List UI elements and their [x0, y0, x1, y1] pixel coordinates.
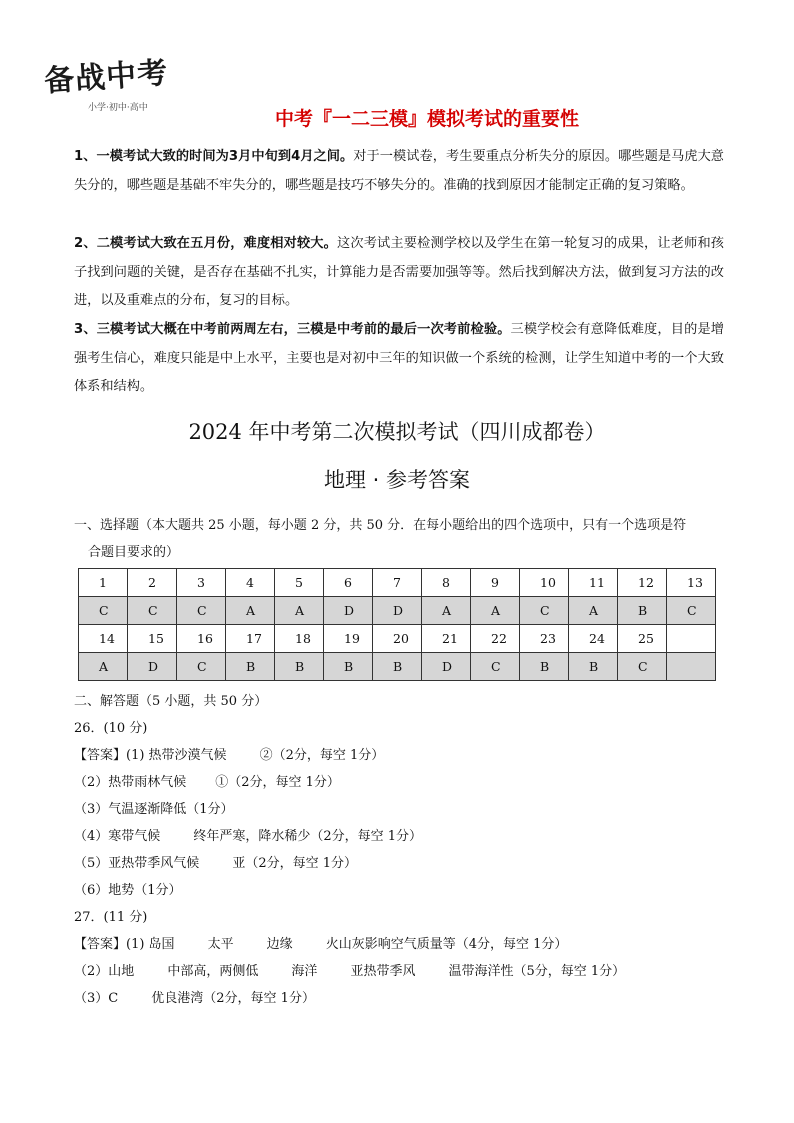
promo-title: 中考『一二三模』模拟考试的重要性	[274, 108, 579, 130]
table-cell: D	[422, 653, 471, 681]
exam-title: 2024 年中考第二次模拟考试（四川成都卷）	[188, 420, 606, 444]
table-cell: 17	[226, 625, 275, 653]
table-cell: 16	[177, 625, 226, 653]
table-cell: B	[324, 653, 373, 681]
table-cell: A	[275, 597, 324, 625]
promo-item-3-text: 三模学校会有意降低难度，目的是增强考生信心，难度只能是中上水平，主要也是对初中三年的知识做一个系统的检测，让学生知道中考的一个大致体系和结构。	[74, 322, 724, 394]
promo-item-2-bold: 2、二模考试大致在五月份，难度相对较大。	[74, 236, 337, 251]
table-row-numbers-1	[79, 569, 716, 597]
promo-item-1-bold: 1、一模考试大致的时间为3月中旬到4月之间。	[74, 149, 354, 164]
table-cell: B	[226, 653, 275, 681]
table-cell: C	[177, 653, 226, 681]
answer-line: 26．(10 分)	[74, 721, 148, 736]
table-cell: 13	[667, 569, 716, 597]
table-cell: 3	[177, 569, 226, 597]
table-cell: B	[569, 653, 618, 681]
promo-item-1-text: 对于一模试卷，考生要重点分析失分的原因。哪些题是马虎大意失分的，哪些题是基础不牢失分的，哪些题是技巧不够失分的。准确的找到原因才能制定正确的复习策略。	[74, 149, 724, 193]
section-1-heading-line-1: 一、选择题（本大题共 25 小题，每小题 2 分，共 50 分．在每小题给出的四个选项中，只有一个选项是符	[74, 518, 687, 533]
table-cell: C	[667, 597, 716, 625]
table-cell: 8	[422, 569, 471, 597]
table-cell: C	[79, 597, 128, 625]
logo-text: 备战中考	[43, 55, 170, 100]
section-1-heading-line-2: 合题目要求的）	[88, 545, 180, 560]
exam-subtitle: 地理 · 参考答案	[323, 468, 471, 492]
table-cell: B	[618, 597, 667, 625]
table-cell: 9	[471, 569, 520, 597]
answer-line: （2）热带雨林气候 ①（2分，每空 1分）	[74, 775, 340, 790]
table-cell: C	[618, 653, 667, 681]
table-cell: 6	[324, 569, 373, 597]
table-cell: 5	[275, 569, 324, 597]
answer-line: （3）C 优良港湾（2分，每空 1分）	[74, 991, 315, 1006]
answer-line: 【答案】(1) 热带沙漠气候 ②（2分，每空 1分）	[74, 748, 385, 763]
answer-line: （4）寒带气候 终年严寒，降水稀少（2分，每空 1分）	[74, 829, 423, 844]
promo-item-3-bold: 3、三模考试大概在中考前两周左右，三模是中考前的最后一次考前检验。	[74, 322, 511, 337]
table-cell: 12	[618, 569, 667, 597]
table-cell: D	[373, 597, 422, 625]
section-1-heading	[74, 512, 726, 566]
table-cell: D	[324, 597, 373, 625]
table-cell: B	[373, 653, 422, 681]
table-cell: 2	[128, 569, 177, 597]
table-cell: 11	[569, 569, 618, 597]
table-row-numbers-2	[79, 625, 716, 653]
table-cell: C	[520, 597, 569, 625]
table-cell: B	[275, 653, 324, 681]
table-cell: 25	[618, 625, 667, 653]
table-cell: 14	[79, 625, 128, 653]
table-cell: 21	[422, 625, 471, 653]
table-cell: 4	[226, 569, 275, 597]
table-cell: A	[422, 597, 471, 625]
table-row-answers-1	[79, 597, 716, 625]
table-cell: 22	[471, 625, 520, 653]
table-cell: 19	[324, 625, 373, 653]
table-row-answers-2	[79, 653, 716, 681]
table-cell: B	[520, 653, 569, 681]
answer-line: 27．(11 分)	[74, 910, 148, 925]
table-cell: A	[569, 597, 618, 625]
promo-item-1	[74, 143, 724, 200]
table-cell: A	[79, 653, 128, 681]
table-cell: C	[471, 653, 520, 681]
table-cell: 20	[373, 625, 422, 653]
promo-item-3	[74, 316, 724, 402]
table-cell: A	[471, 597, 520, 625]
promo-item-2-text: 这次考试主要检测学校以及学生在第一轮复习的成果，让老师和孩子找到问题的关键，是否存在基础不扎实，计算能力是否需要加强等等。然后找到解决方法，做到复习方法的改进，以及重难点的分布，复习的目标。	[74, 236, 724, 308]
promo-item-2	[74, 230, 724, 316]
logo-subtext: 小学·初中·高中	[88, 103, 148, 113]
table-cell: A	[226, 597, 275, 625]
answer-line: （2）山地 中部高，两侧低 海洋 亚热带季风 温带海洋性（5分，每空 1分）	[74, 964, 626, 979]
table-cell: 23	[520, 625, 569, 653]
table-cell: C	[128, 597, 177, 625]
answer-line: （5）亚热带季风气候 亚（2分，每空 1分）	[74, 856, 358, 871]
table-cell: 18	[275, 625, 324, 653]
table-cell: D	[128, 653, 177, 681]
answer-table	[78, 568, 716, 681]
answer-line: 【答案】(1) 岛国 太平 边缘 火山灰影响空气质量等（4分，每空 1分）	[74, 937, 568, 952]
table-cell: 1	[79, 569, 128, 597]
table-cell: 10	[520, 569, 569, 597]
section-2-heading: 二、解答题（5 小题，共 50 分）	[74, 694, 268, 709]
table-cell	[667, 625, 716, 653]
answer-line: （6）地势（1分）	[74, 883, 182, 898]
table-cell: C	[177, 597, 226, 625]
table-cell: 15	[128, 625, 177, 653]
table-cell	[667, 653, 716, 681]
table-cell: 24	[569, 625, 618, 653]
table-cell: 7	[373, 569, 422, 597]
answer-line: （3）气温逐渐降低（1分）	[74, 802, 234, 817]
